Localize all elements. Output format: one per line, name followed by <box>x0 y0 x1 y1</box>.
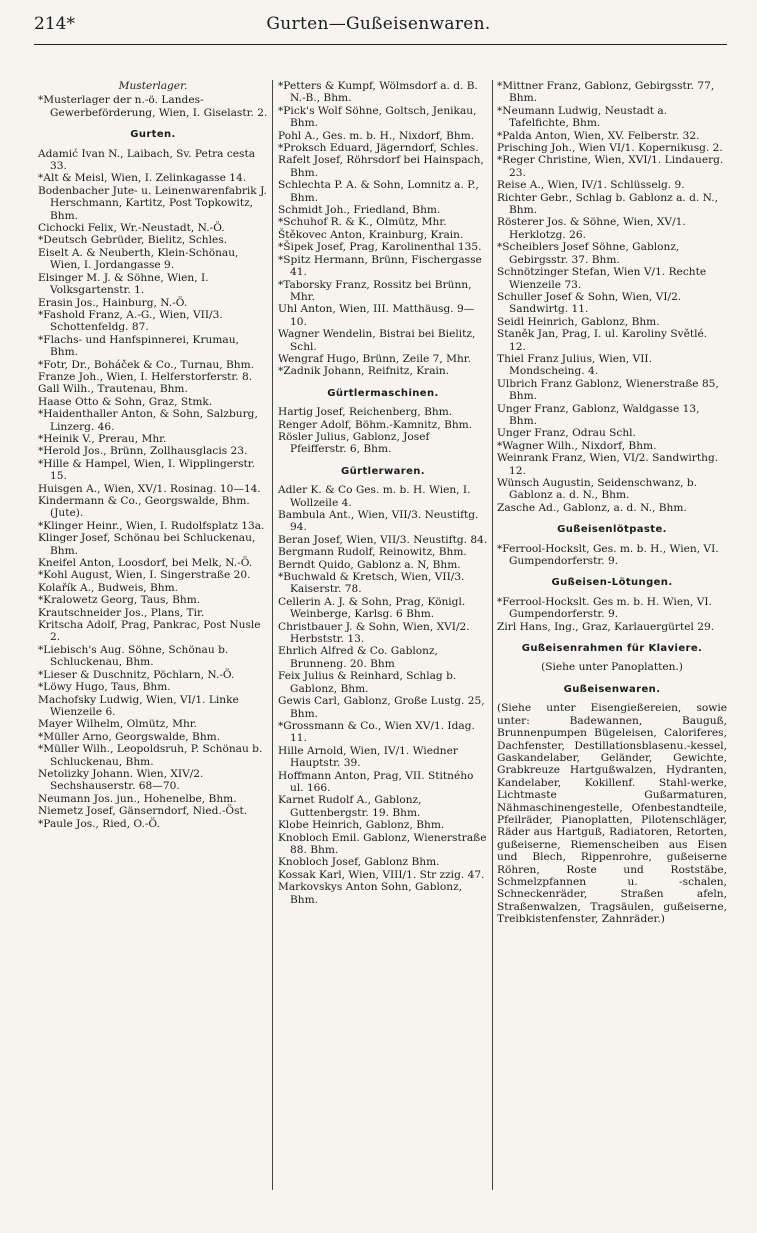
directory-entry: Klinger Josef, Schönau bei Schluckenau, Bhm. <box>38 532 256 557</box>
directory-entry: *Neumann Ludwig, Neustadt a. Tafelfichte, Bhm. <box>497 104 668 130</box>
directory-entry: *Löwy Hugo, Taus, Bhm. <box>38 681 171 694</box>
section-heading: Gußeisenlötpaste. <box>557 524 667 536</box>
page-number: 214* <box>34 14 75 34</box>
directory-entry: Krautschneider Jos., Plans, Tir. <box>38 606 205 619</box>
directory-entry: Cichocki Felix, Wr.-Neustadt, N.-Ö. <box>38 222 225 235</box>
directory-entry: Huisgen A., Wien, XV/1. Rosinag. 10—14. <box>38 482 261 495</box>
directory-entry: Knobloch Josef, Gablonz Bhm. <box>278 856 440 869</box>
section-heading: Gürtlermaschinen. <box>327 387 439 399</box>
directory-entry: Berndt Quido, Gablonz a. N, Bhm. <box>278 558 461 571</box>
directory-entry: Unger Franz, Odrau Schl. <box>497 427 636 440</box>
directory-entry: Bergmann Rudolf, Reinowitz, Bhm. <box>278 546 467 559</box>
directory-entry: Ehrlich Alfred & Co. Gablonz, Brunneng. 20. Bhm <box>278 645 438 670</box>
directory-entry: Haase Otto & Sohn, Graz, Stmk. <box>38 395 213 408</box>
directory-entry: Seidl Heinrich, Gablonz, Bhm. <box>497 315 660 328</box>
directory-entry: Gewis Carl, Gablonz, Große Lustg. 25, Bhm. <box>278 695 485 720</box>
directory-entry: Schnötzinger Stefan, Wien V/1. Rechte Wienzeile 73. <box>497 266 707 291</box>
directory-entry: *Deutsch Gebrüder, Bielitz, Schles. <box>38 234 228 247</box>
section-heading: Gußeisen-Lötungen. <box>551 577 673 589</box>
directory-entry: Adler K. & Co Ges. m. b. H. Wien, I. Wollzeile 4. <box>278 484 471 509</box>
directory-entry: *Paule Jos., Ried, O.-Ö. <box>38 817 160 830</box>
directory-entry: Kindermann & Co., Georgswalde, Bhm. (Jute). <box>38 495 250 520</box>
directory-entry: Hartig Josef, Reichenberg, Bhm. <box>278 406 453 419</box>
directory-entry: *Taborsky Franz, Rossitz bei Brünn, Mhr. <box>278 278 472 303</box>
directory-entry: *Scheiblers Josef Söhne, Gablonz, Gebirgsstr. 37. Bhm. <box>497 241 680 266</box>
directory-entry: Niemetz Josef, Gänserndorf, Nied.-Öst. <box>38 805 248 818</box>
directory-entry: Karnet Rudolf A., Gablonz, Guttenbergstr. 19. Bhm. <box>278 794 422 819</box>
directory-entry: *Klinger Heinr., Wien, I. Rudolfsplatz 13a. <box>38 519 265 532</box>
directory-entry: Franze Joh., Wien, I. Helferstorferstr. 8. <box>38 370 253 383</box>
directory-entry: Bambula Ant., Wien, VII/3. Neustiftg. 94. <box>278 509 479 534</box>
column-right <box>497 80 727 1190</box>
directory-entry: *Spitz Hermann, Brünn, Fischergasse 41. <box>278 253 482 279</box>
directory-entry: Christbauer J. & Sohn, Wien, XVI/2. Herbststr. 13. <box>278 620 470 646</box>
section-heading: Gußeisenwaren. <box>563 683 661 695</box>
page-title: Gurten—Gußeisenwaren. <box>266 14 491 34</box>
directory-entry: *Heinik V., Prerau, Mhr. <box>38 432 167 445</box>
column-divider <box>272 80 273 1190</box>
directory-entry: *Wagner Wilh., Nixdorf, Bhm. <box>497 439 657 452</box>
directory-entry: Schuller Josef & Sohn, Wien, VI/2. Sandwirtg. 11. <box>497 290 682 316</box>
column-left <box>38 80 268 1190</box>
directory-entry: *Pick's Wolf Söhne, Goltsch, Jenikau, Bhm. <box>278 104 477 130</box>
directory-entry: Staněk Jan, Prag, I. ul. Karoliny Světlé. 12. <box>497 328 708 353</box>
directory-entry: Renger Adolf, Böhm.-Kamnitz, Bhm. <box>278 418 473 431</box>
directory-entry: *Kralowetz Georg, Taus, Bhm. <box>38 594 201 607</box>
directory-entry: Bodenbacher Jute- u. Leinenwarenfabrik J. Herschmann, Kartitz, Post Topkowitz, Bhm. <box>38 184 267 222</box>
directory-entry: Reise A., Wien, IV/1. Schlüsselg. 9. <box>497 179 685 192</box>
column-divider <box>492 80 493 1190</box>
directory-entry: Kolařík A., Budweis, Bhm. <box>38 581 179 594</box>
directory-entry: *Liebisch's Aug. Söhne, Schönau b. Schluckenau, Bhm. <box>38 643 229 669</box>
directory-entry: Kneifel Anton, Loosdorf, bei Melk, N.-Ö. <box>38 557 253 570</box>
directory-entry: Elsinger M. J. & Söhne, Wien, I. Volksgartenstr. 1. <box>38 271 209 297</box>
directory-entry: Hoffmann Anton, Prag, VII. Stitného ul. 166. <box>278 769 474 794</box>
column-middle <box>278 80 488 1190</box>
directory-entry: Netolizky Johann. Wien, XIV/2. Sechshauserstr. 68—70. <box>38 767 204 793</box>
directory-entry: Wagner Wendelin, Bistrai bei Bielitz, Schl. <box>278 328 476 353</box>
directory-entry: *Haidenthaller Anton, & Sohn, Salzburg, Linzerg. 46. <box>38 408 258 433</box>
directory-entry: Rösterer Jos. & Söhne, Wien, XV/1. Herklotzg. 26. <box>497 216 686 241</box>
directory-entry: Gall Wilh., Trautenau, Bhm. <box>38 383 188 396</box>
directory-entry: *Grossmann & Co., Wien XV/1. Idag. 11. <box>278 719 475 745</box>
directory-entry: Rafelt Josef, Röhrsdorf bei Hainspach, Bhm. <box>278 154 484 179</box>
directory-entry: Unger Franz, Gablonz, Waldgasse 13, Bhm. <box>497 402 700 427</box>
directory-entry: Knobloch Emil. Gablonz, Wienerstraße 88. Bhm. <box>278 831 487 856</box>
directory-entry: *Herold Jos., Brünn, Zollhausglacis 23. <box>38 445 248 458</box>
directory-entry: Rösler Julius, Gablonz, Josef Pfeifferstr. 6, Bhm. <box>278 430 430 456</box>
directory-entry: Prisching Joh., Wien VI/1. Kopernikusg. 2. <box>497 142 723 155</box>
directory-entry: Pohl A., Ges. m. b. H., Nixdorf, Bhm. <box>278 129 475 142</box>
directory-entry: *Šipek Josef, Prag, Karolinenthal 135. <box>278 241 482 254</box>
directory-entry: *Fashold Franz, A.-G., Wien, VII/3. Schottenfeldg. 87. <box>38 308 223 334</box>
directory-entry: *Alt & Meisl, Wien, I. Zelinkagasse 14. <box>38 172 247 185</box>
directory-entry: Eiselt A. & Neuberth, Klein-Schönau, Wien, I. Jordangasse 9. <box>38 246 239 272</box>
directory-entry: Zirl Hans, Ing., Graz, Karlauergürtel 29. <box>497 620 715 633</box>
directory-entry: *Ferrool-Hockslt, Ges. m. b. H., Wien, VI. Gumpendorferstr. 9. <box>497 542 719 568</box>
section-heading: Gürtlerwaren. <box>341 465 425 477</box>
directory-entry: Hille Arnold, Wien, IV/1. Wiedner Hauptstr. 39. <box>278 744 458 770</box>
directory-entry: Schlechta P. A. & Sohn, Lomnitz a. P., Bhm. <box>278 179 479 204</box>
directory-entry: Richter Gebr., Schlag b. Gablonz a. d. N., Bhm. <box>497 191 718 217</box>
directory-entry: *Mittner Franz, Gablonz, Gebirgsstr. 77, Bhm. <box>497 80 715 105</box>
cross-reference-paragraph: (Siehe unter Eisengießereien, sowie unter: Badewannen, Bauguß, Brunnenpumpen Bügeleisen, Caloriferes, Dachfenster, Destillationsblasenu.-kessel, Gaskandelaber, Geländer, Gewichte, Grabkreuze Hartgußwalzen, Hydranten, Kandelaber, Kokillenf. Stahl-werke, Lichtmaste Gußarmaturen, Nähmaschinengestelle, Ofenbestandteile, Pfeilräder, Pianoplatten, Pilotenschläger, Räder aus Hartguß, Radiatoren, Retorten, gußeiserne, Riemenscheiben aus Eisen und Blech, Rippenrohre, gußeiserne Röhren, Roste und Roststäbe, Schmelzpfannen u. -schalen, Schneckenräder, Straßen afeln, Straßenwalzen, Tragsäulen, gußeiserne, Treibkistenfenster, Zahnräder.) <box>497 702 727 926</box>
directory-entry: *Kohl August, Wien, I. Singerstraße 20. <box>38 569 251 582</box>
directory-entry: Klobe Heinrich, Gablonz, Bhm. <box>278 819 445 832</box>
directory-entry: *Musterlager der n.-ö. Landes-Gewerbeförderung, Wien, I. Giselastr. 2. <box>38 94 268 119</box>
directory-entry: Zasche Ad., Gablonz, a. d. N., Bhm. <box>497 501 687 514</box>
directory-entry: Beran Josef, Wien, VII/3. Neustiftg. 84. <box>278 533 488 546</box>
directory-entry: Mayer Wilhelm, Olmütz, Mhr. <box>38 718 198 731</box>
section-heading: Gußeisenrahmen für Klaviere. <box>521 643 703 655</box>
directory-entry: *Müller Wilh., Leopoldsruh, P. Schönau b. Schluckenau, Bhm. <box>38 743 263 768</box>
directory-entry: *Zadnik Johann, Reifnitz, Krain. <box>278 365 450 378</box>
directory-entry: Adamić Ivan N., Laibach, Sv. Petra cesta 33. <box>38 147 256 173</box>
directory-entry: Wengraf Hugo, Brünn, Zeile 7, Mhr. <box>278 352 472 365</box>
directory-entry: Erasin Jos., Hainburg, N.-Ö. <box>38 296 188 309</box>
directory-entry: Wünsch Augustin, Seidenschwanz, b. Gablonz a. d. N., Bhm. <box>497 477 698 502</box>
directory-entry: *Flachs- und Hanfspinnerei, Krumau, Bhm. <box>38 333 239 359</box>
directory-entry: *Reger Christine, Wien, XVI/1. Lindauerg. 23. <box>497 154 724 179</box>
directory-entry: Štěkovec Anton, Krainburg, Krain. <box>278 228 464 241</box>
directory-entry: *Buchwald & Kretsch, Wien, VII/3. Kaiserstr. 78. <box>278 571 465 596</box>
directory-entry: Feix Julius & Reinhard, Schlag b. Gablonz, Bhm. <box>278 670 457 695</box>
directory-entry: *Proksch Eduard, Jägerndorf, Schles. <box>278 142 479 155</box>
section-heading: Gurten. <box>130 129 176 141</box>
directory-entry: Ulbrich Franz Gablonz, Wienerstraße 85, Bhm. <box>497 377 719 403</box>
cross-reference-note: (Siehe unter Panoplatten.) <box>541 661 683 674</box>
directory-entry: *Petters & Kumpf, Wölmsdorf a. d. B. N.-B., Bhm. <box>278 80 478 105</box>
directory-entry: Markovskys Anton Sohn, Gablonz, Bhm. <box>278 881 463 906</box>
directory-entry: Machofsky Ludwig, Wien, VI/1. Linke Wienzeile 6. <box>38 693 239 718</box>
directory-entry: Kossak Karl, Wien, VIII/1. Str zzig. 47. <box>278 868 485 881</box>
directory-entry: Cellerin A. J. & Sohn, Prag, Königl. Weinberge, Karlsg. 6 Bhm. <box>278 595 466 621</box>
directory-entry: Uhl Anton, Wien, III. Matthäusg. 9—10. <box>278 303 475 328</box>
header-rule <box>34 44 727 45</box>
directory-entry: *Palda Anton, Wien, XV. Felberstr. 32. <box>497 129 700 142</box>
directory-entry: Thiel Franz Julius, Wien, VII. Mondscheing. 4. <box>497 352 652 378</box>
section-subheading: Musterlager. <box>118 80 188 92</box>
directory-entry: Weinrank Franz, Wien, VI/2. Sandwirthg. 12. <box>497 452 719 477</box>
directory-entry: *Hille & Hampel, Wien, I. Wipplingerstr. 15. <box>38 457 256 483</box>
directory-entry: *Schuhof R. & K., Olmütz, Mhr. <box>278 216 447 229</box>
directory-entry: *Lieser & Duschnitz, Pöchlarn, N.-Ö. <box>38 668 235 681</box>
directory-entry: *Müller Arno, Georgswalde, Bhm. <box>38 730 221 743</box>
directory-entry: Kritscha Adolf, Prag, Pankrac, Post Nusle 2. <box>38 619 261 644</box>
directory-entry: Neumann Jos. jun., Hohenelbe, Bhm. <box>38 792 237 805</box>
directory-entry: Schmidt Joh., Friedland, Bhm. <box>278 204 441 217</box>
directory-entry: *Fotr, Dr., Boháček & Co., Turnau, Bhm. <box>38 358 254 371</box>
directory-entry: *Ferrool-Hockslt. Ges m. b. H. Wien, VI. Gumpendorferstr. 9. <box>497 595 712 621</box>
